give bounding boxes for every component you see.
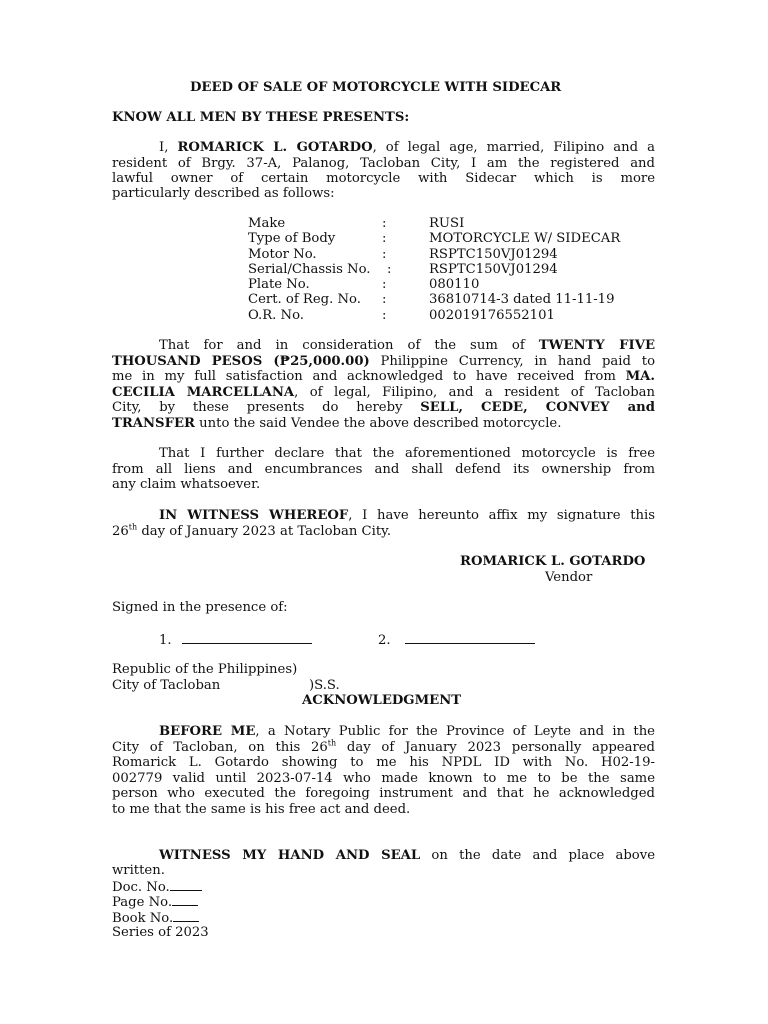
know-all-heading: KNOW ALL MEN BY THESE PRESENTS: (112, 110, 410, 125)
para2-line1: That for and in consideration of the sum of TWENTY FIVE (159, 338, 655, 353)
para5-line1: BEFORE ME, a Notary Public for the Province of Leyte and in the (159, 724, 655, 739)
spec-row-or: O.R. No. : 002019176552101 (248, 307, 555, 323)
vendee-name: CECILIA MARCELLANA (112, 385, 295, 400)
book-no: Book No. (112, 910, 199, 926)
para1-line1: I, ROMARICK L. GOTARDO, of legal age, married, Filipino and a (159, 140, 655, 155)
spec-row-cert: Cert. of Reg. No. : 36810714-3 dated 11-11-19 (248, 292, 615, 308)
para2-line2: THOUSAND PESOS (₱25,000.00) Philippine Currency, in hand paid to (112, 354, 656, 369)
vendor-label: Vendor (545, 570, 593, 585)
spec-row-plate: Plate No. : 080110 (248, 277, 480, 293)
book-no-blank (173, 910, 199, 922)
witness-1-signature-line (182, 632, 312, 644)
spec-row-motor: Motor No. : RSPTC150VJ01294 (248, 246, 558, 262)
vendor-name-inline: ROMARICK L. GOTARDO (177, 140, 373, 155)
venue-ss: )S.S. (309, 678, 340, 693)
para3-line2: from all liens and encumbrances and shall defend its ownership from (112, 462, 655, 477)
para5-line5: person who executed the foregoing instrument and that he acknowledged (112, 786, 655, 801)
spec-row-body: Type of Body : MOTORCYCLE W/ SIDECAR (248, 231, 621, 247)
signed-presence-label: Signed in the presence of: (112, 600, 288, 615)
para4-line1: IN WITNESS WHEREOF, I have hereunto affix my signature this (159, 508, 655, 523)
motorcycle-specs (248, 216, 668, 323)
para3-line1: That I further declare that the aforementioned motorcycle is free (159, 446, 655, 461)
document-title: DEED OF SALE OF MOTORCYCLE WITH SIDECAR (190, 80, 562, 95)
series: Series of 2023 (112, 925, 209, 940)
para2-line6: TRANSFER unto the said Vendee the above described motorcycle. (112, 416, 562, 431)
doc-no: Doc. No. (112, 879, 202, 895)
para2-line5: City, by these presents do hereby SELL, CEDE, CONVEY and (112, 400, 655, 415)
para4-line2: 26th day of January 2023 at Tacloban City. (112, 522, 392, 539)
para5-line6: to me that the same is his free act and deed. (112, 802, 411, 817)
para1-line3: lawful owner of certain motorcycle with Sidecar which is more (112, 171, 655, 186)
para6-line2: written. (112, 863, 165, 878)
para6-line1: WITNESS MY HAND AND SEAL on the date and place above (159, 848, 655, 863)
spec-row-chassis: Serial/Chassis No. : RSPTC150VJ01294 (248, 261, 558, 277)
doc-no-blank (170, 879, 202, 891)
para1-line4: particularly described as follows: (112, 186, 335, 201)
vendor-signature-name: ROMARICK L. GOTARDO (460, 554, 646, 569)
para3-line3: any claim whatsoever. (112, 477, 261, 492)
witness-1: 1. (159, 632, 312, 648)
price-amount: THOUSAND PESOS (₱25,000.00) (112, 354, 370, 369)
witness-2-signature-line (405, 632, 535, 644)
para1-line2: resident of Brgy. 37-A, Palanog, Tacloban City, I am the registered and (112, 156, 655, 171)
para5-line4: 002779 valid until 2023-07-14 who made known to me to be the same (112, 771, 655, 786)
para2-line3: me in my full satisfaction and acknowledged to have received from MA. (112, 369, 655, 384)
page-no-blank (172, 894, 198, 906)
venue-city: City of Tacloban (112, 678, 221, 693)
spec-row-make: Make : RUSI (248, 216, 465, 231)
page-no: Page No. (112, 894, 198, 910)
witness-2: 2. (378, 632, 535, 648)
para5-line2: City of Tacloban, on this 26th day of January 2023 personally appeared (112, 738, 655, 755)
para2-line4: CECILIA MARCELLANA, of legal, Filipino, and a resident of Tacloban (112, 385, 655, 400)
acknowledgment-title: ACKNOWLEDGMENT (302, 693, 462, 708)
para5-line3: Romarick L. Gotardo showing to me his NPDL ID with No. H02-19- (112, 755, 655, 770)
venue-republic: Republic of the Philippines) (112, 662, 298, 677)
